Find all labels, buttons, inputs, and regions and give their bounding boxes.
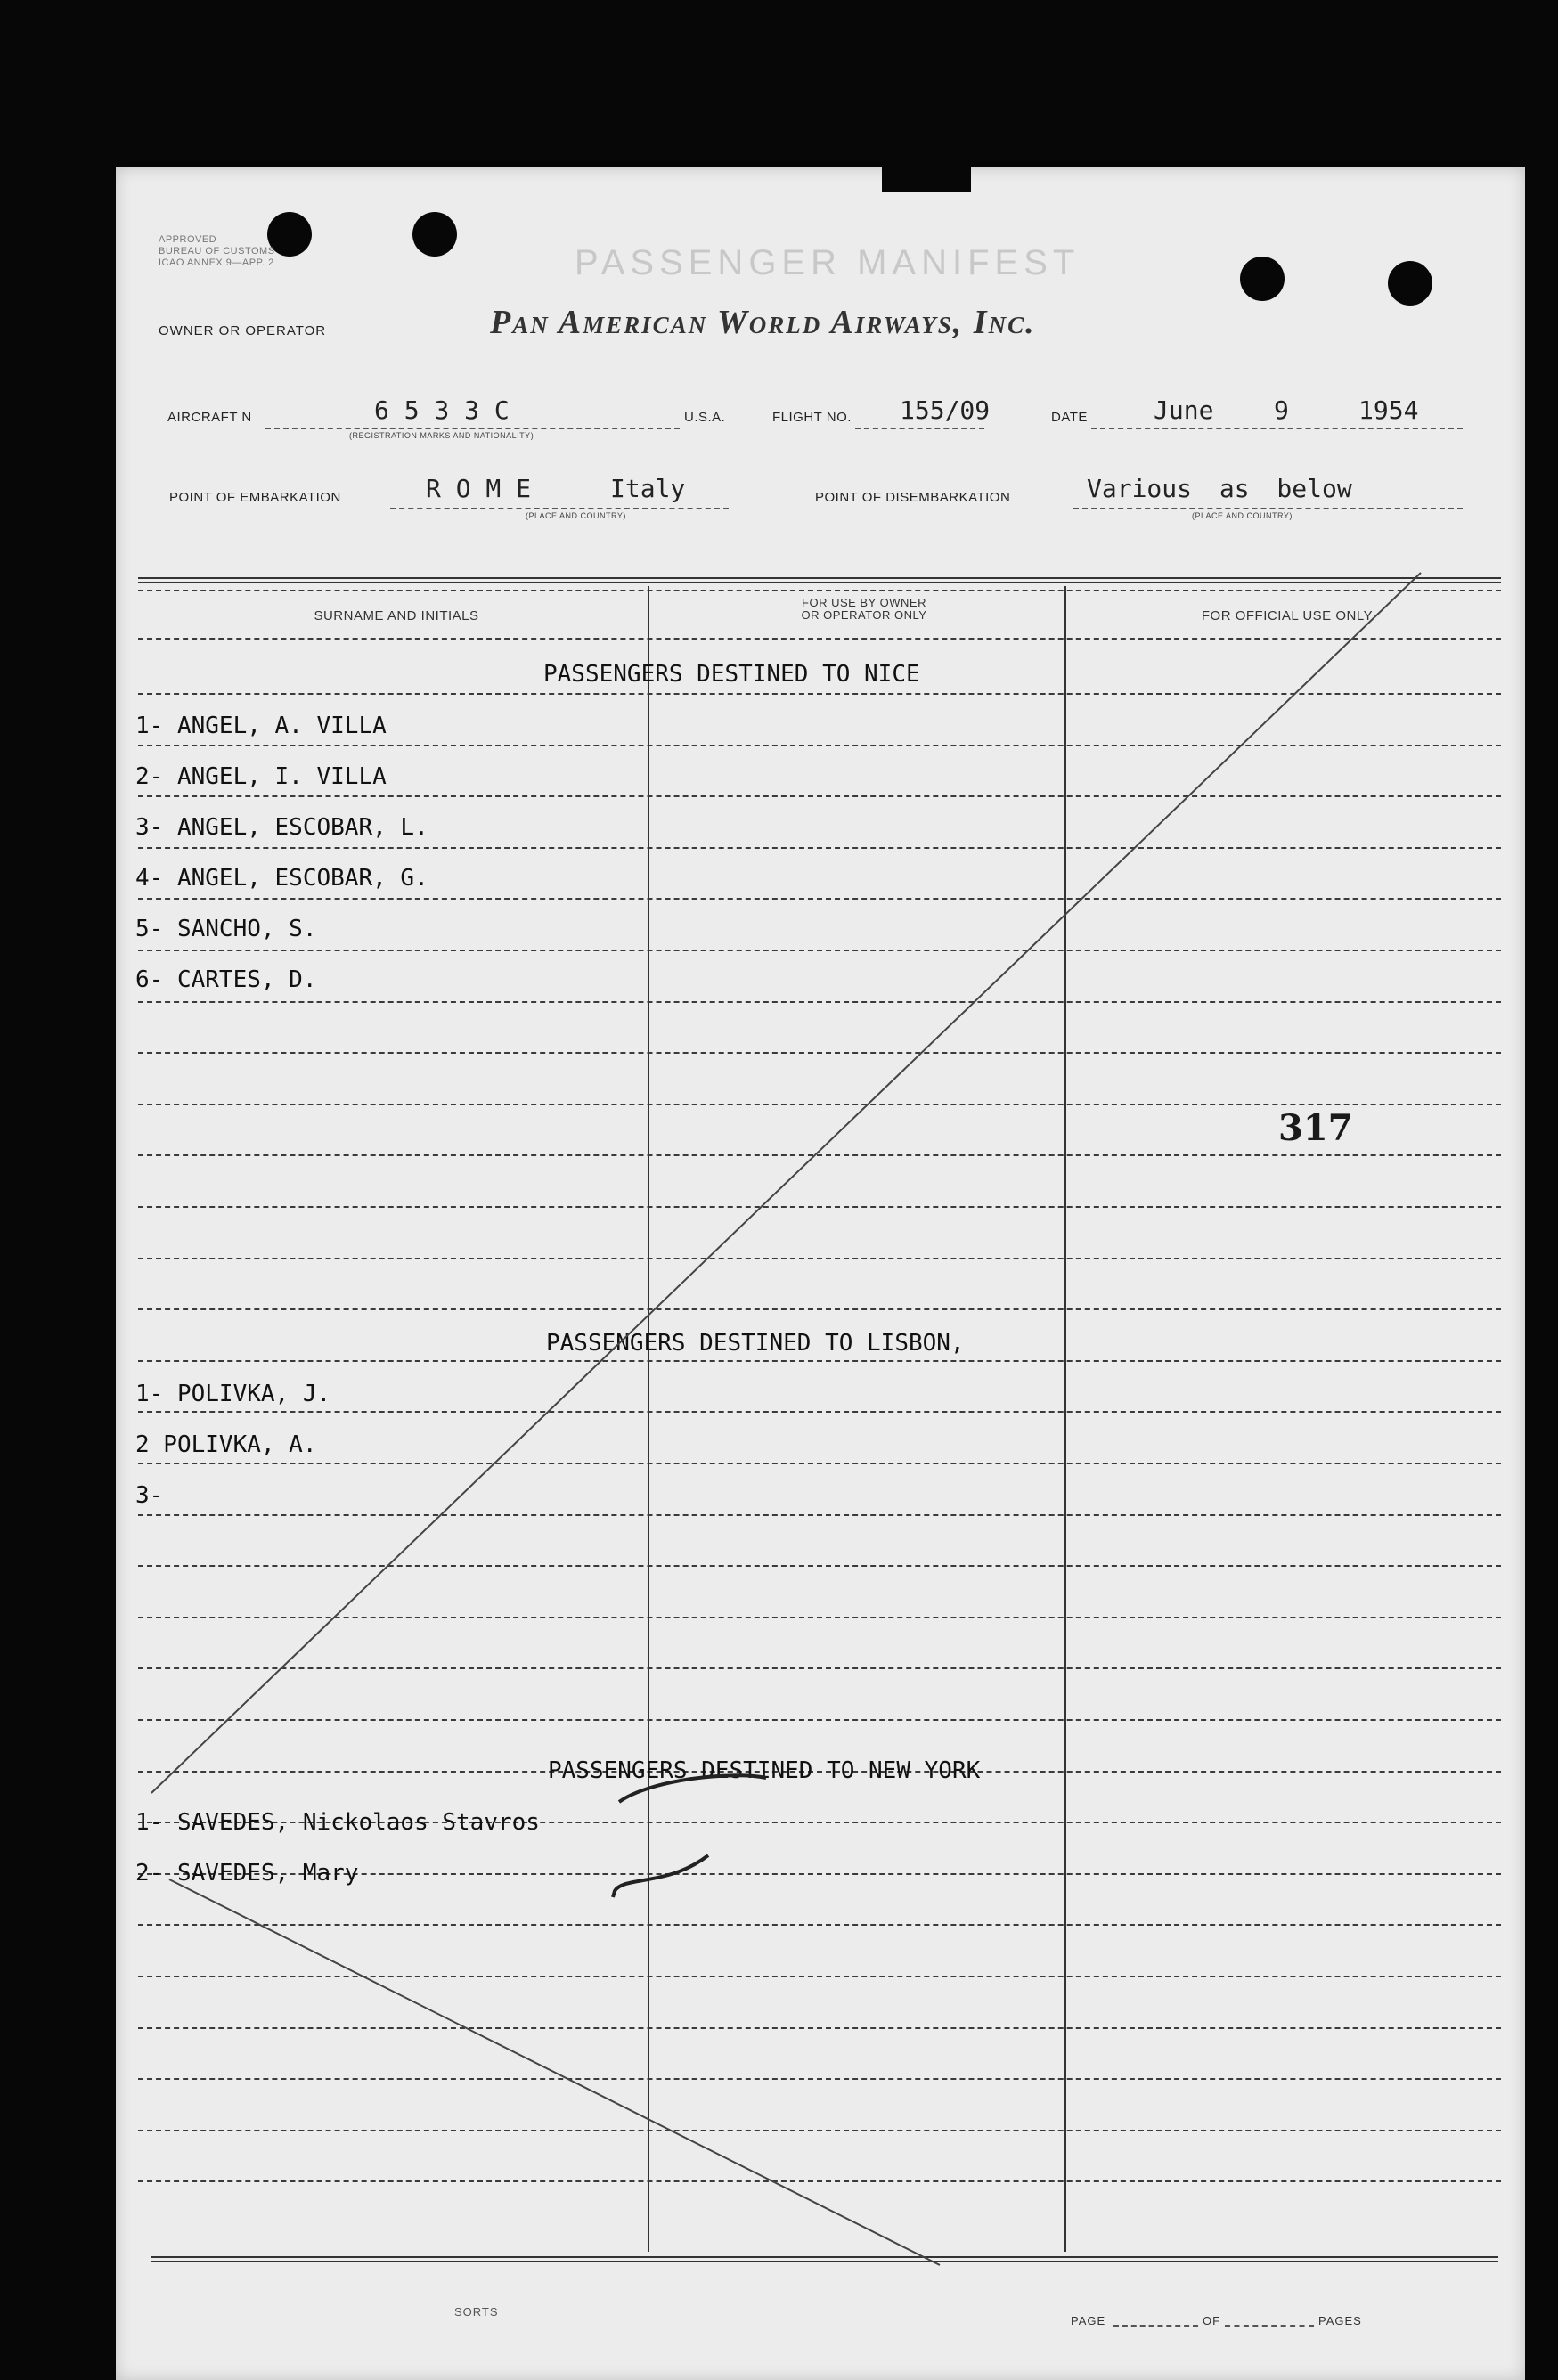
flight-number-label: FLIGHT NO. <box>772 410 852 425</box>
passenger-row: 6- CARTES, D. <box>135 966 317 993</box>
stamped-number: 317 <box>1278 1107 1353 1149</box>
owner-label: OWNER OR OPERATOR <box>159 323 327 338</box>
date-year: 1954 <box>1358 395 1419 425</box>
passenger-row: 2- SAVEDES, Mary <box>135 1860 359 1887</box>
handwritten-bracket <box>613 1775 766 1897</box>
column-header-owner-use: FOR USE BY OWNER OR OPERATOR ONLY <box>801 596 927 622</box>
cancel-stroke-lower <box>169 1879 940 2265</box>
airline-name: Pan American World Airways, Inc. <box>490 304 1036 341</box>
passenger-row: 2- ANGEL, I. VILLA <box>135 763 387 790</box>
cancel-stroke-upper <box>151 573 1421 1793</box>
footer-left-text: SORTS <box>454 2305 499 2319</box>
column-header-official-use: FOR OFFICIAL USE ONLY <box>1201 608 1374 624</box>
date-label: DATE <box>1051 410 1088 425</box>
passenger-row: 1- ANGEL, A. VILLA <box>135 713 387 739</box>
manifest-sheet <box>116 167 1525 2380</box>
disembarkation-sublabel: (PLACE AND COUNTRY) <box>1192 511 1293 520</box>
registration-sublabel: (REGISTRATION MARKS AND NATIONALITY) <box>349 431 534 440</box>
usa-label: U.S.A. <box>684 410 726 425</box>
section-heading-lisbon: PASSENGERS DESTINED TO LISBON, <box>546 1330 965 1357</box>
disembarkation-label: POINT OF DISEMBARKATION <box>815 490 1011 505</box>
passenger-row: 3- ANGEL, ESCOBAR, L. <box>135 814 428 841</box>
aircraft-label: AIRCRAFT N <box>167 410 252 425</box>
aircraft-registration: 6 5 3 3 C <box>374 395 510 425</box>
flight-number: 155/09 <box>900 395 991 425</box>
passenger-row: 1- SAVEDES, Nickolaos Stavros <box>135 1809 540 1836</box>
passenger-row: 2 POLIVKA, A. <box>135 1431 317 1458</box>
embarkation-label: POINT OF EMBARKATION <box>169 490 341 505</box>
embarkation-country: Italy <box>610 474 686 503</box>
approval-stamp: APPROVED BUREAU OF CUSTOMS ICAO ANNEX 9—APP. 2 <box>159 234 275 268</box>
column-header-surname: SURNAME AND INITIALS <box>314 608 479 624</box>
passenger-row: 4- ANGEL, ESCOBAR, G. <box>135 865 428 892</box>
date-day: 9 <box>1274 395 1289 425</box>
embarkation-sublabel: (PLACE AND COUNTRY) <box>526 511 626 520</box>
passenger-row: 1- POLIVKA, J. <box>135 1381 331 1407</box>
section-heading-new-york: PASSENGERS DESTINED TO NEW YORK <box>548 1757 981 1784</box>
footer-of-label: OF <box>1203 2314 1221 2327</box>
form-title: PASSENGER MANIFEST <box>575 243 1081 282</box>
passenger-row: 5- SANCHO, S. <box>135 916 317 942</box>
passenger-row: 3- <box>135 1482 164 1509</box>
footer-pages-label: PAGES <box>1318 2314 1362 2327</box>
embarkation-city: R O M E <box>426 474 532 503</box>
date-month: June <box>1154 395 1214 425</box>
disembarkation-value: Various as below <box>1087 474 1352 503</box>
pen-marks <box>116 167 1525 2380</box>
section-heading-nice: PASSENGERS DESTINED TO NICE <box>543 661 920 688</box>
footer-page-label: PAGE <box>1071 2314 1106 2327</box>
